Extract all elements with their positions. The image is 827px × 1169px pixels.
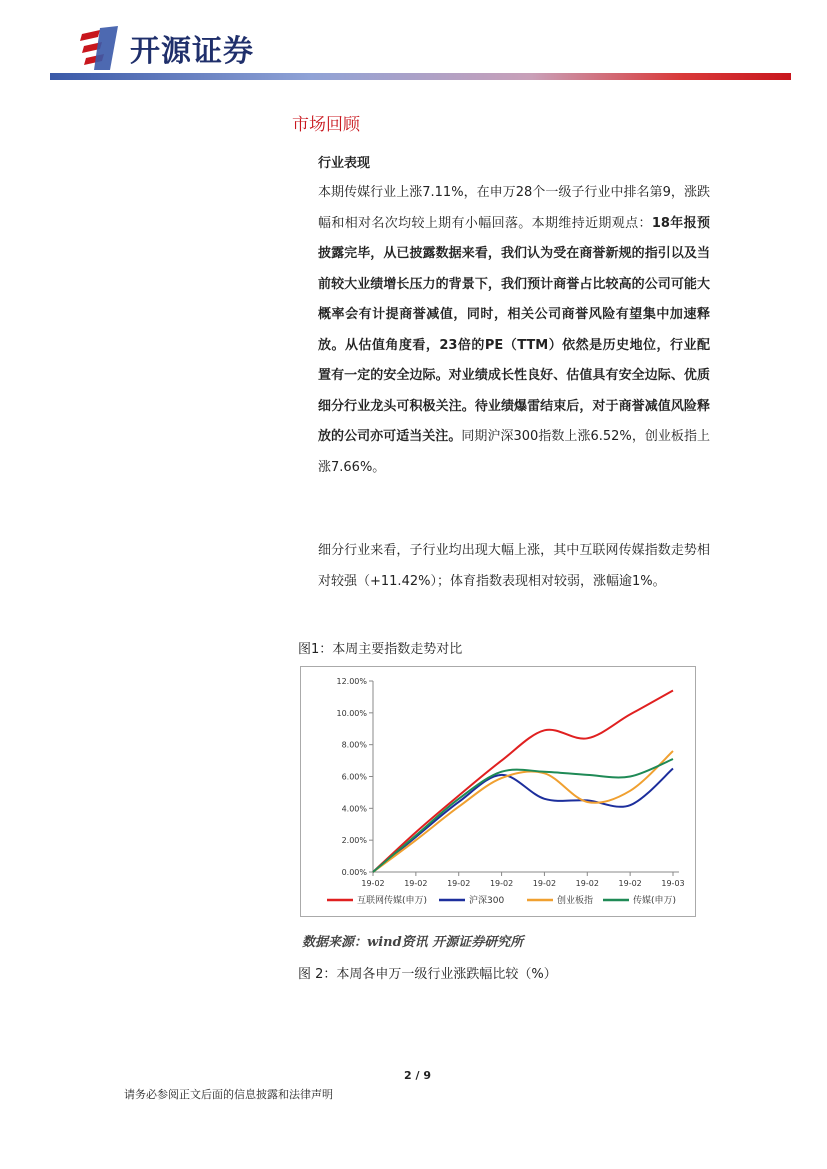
paragraph-industry-performance xyxy=(318,178,710,483)
figure-1-caption: 图1：本周主要指数走势对比 xyxy=(298,642,463,657)
y-tick-label: 8.00% xyxy=(341,740,367,750)
header-divider xyxy=(50,73,791,80)
logo-mark-icon xyxy=(78,26,124,70)
chart-svg xyxy=(301,667,695,916)
line-chart xyxy=(300,666,696,917)
series-line xyxy=(373,759,673,872)
y-tick-label: 10.00% xyxy=(336,708,367,718)
y-tick-label: 0.00% xyxy=(341,868,367,877)
section-title: 市场回顾 xyxy=(292,115,360,135)
y-tick-label: 12.00% xyxy=(336,677,367,686)
section-subhead: 行业表现 xyxy=(318,156,371,171)
footer-disclaimer: 请务必参阅正文后面的信息披露和法律声明 xyxy=(124,1088,333,1101)
legend-label: 沪深300 xyxy=(469,896,505,906)
paragraph-text: 本期传媒行业上涨7.11%，在申万28个一级子行业中排名第9，涨跌幅和相对名次均较上期有小幅回落。本期维持近期观点： xyxy=(318,185,710,231)
x-tick-label: 19-02 xyxy=(447,879,471,888)
x-tick-label: 19-02 xyxy=(532,879,557,888)
y-tick-label: 4.00% xyxy=(341,804,367,814)
paragraph-text: 同期沪深300指数上涨6.52%，创业板指上涨7.66%。 xyxy=(318,429,710,475)
company-logo xyxy=(78,26,254,70)
x-tick-label: 19-02 xyxy=(361,879,385,888)
legend-label: 创业板指 xyxy=(557,896,594,906)
figure-2-caption: 图 2：本周各申万一级行业涨跌幅比较（%） xyxy=(298,967,557,982)
page-number: 2 / 9 xyxy=(404,1069,431,1082)
x-tick-label: 19-02 xyxy=(575,879,599,888)
series-line xyxy=(373,769,673,872)
series-line xyxy=(373,691,673,872)
y-tick-label: 6.00% xyxy=(341,772,367,782)
y-tick-label: 2.00% xyxy=(341,836,367,846)
x-tick-label: 19-02 xyxy=(618,879,642,888)
paragraph-bold-text: 18年报预披露完毕，从已披露数据来看，我们认为受在商誉新规的指引以及当前较大业绩增长压力的背景下，我们预计商誉占比较高的公司可能大概率会有计提商誉减值，同时，相关公司商誉风险有望集中加速释放。从估值角度看，23倍的PE（TTM）依然是历史地位，行业配置有一定的安全边际。对业绩成长性良好、估值具有安全边际、优质细分行业龙头可积极关注。待业绩爆雷结束后，对于商誉减值风险释放的公司亦可适当关注。 xyxy=(318,215,710,444)
legend-label: 传媒(申万) xyxy=(633,896,677,906)
paragraph-sub-industries: 细分行业来看，子行业均出现大幅上涨，其中互联网传媒指数走势相对较强（+11.42%）；体育指数表现相对较弱，涨幅逾1%。 xyxy=(318,543,710,589)
brand-name: 开源证券 xyxy=(130,34,254,69)
x-tick-label: 19-03 xyxy=(661,879,685,888)
legend-label: 互联网传媒(申万) xyxy=(357,896,428,906)
x-tick-label: 19-02 xyxy=(489,879,514,888)
x-tick-label: 19-02 xyxy=(404,879,428,888)
data-source: 数据来源：wind资讯 开源证券研究所 xyxy=(302,935,524,950)
